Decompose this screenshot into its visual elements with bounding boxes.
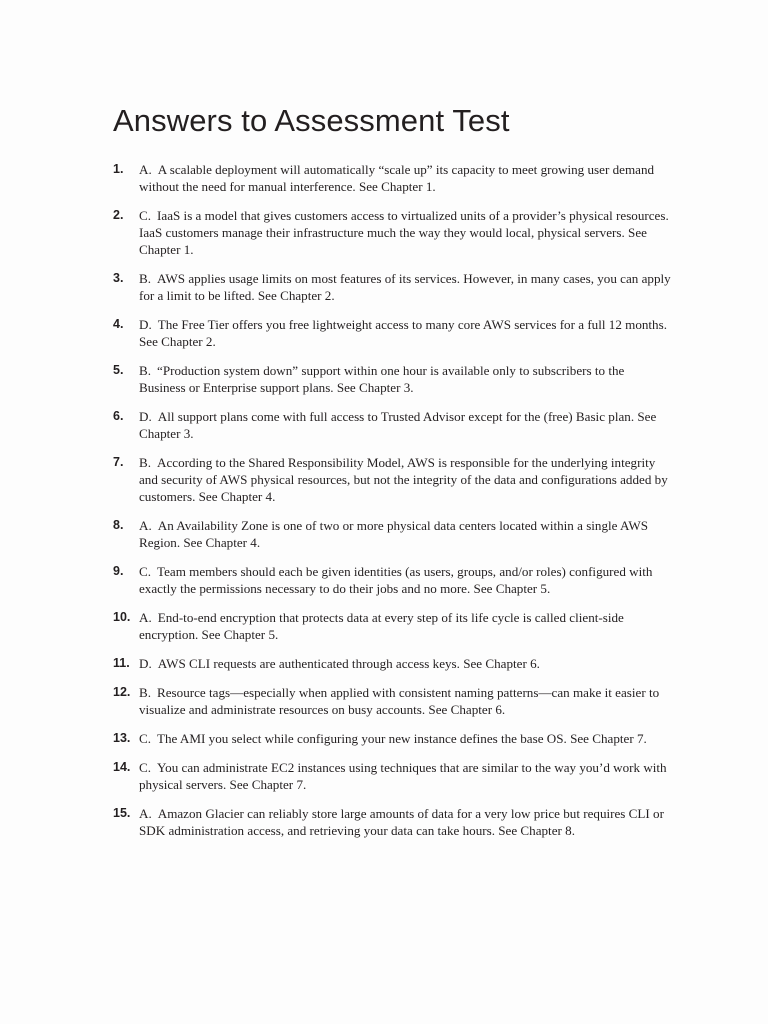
answer-item: [113, 759, 673, 793]
answer-explanation: Resource tags—especially when applied with consistent naming patterns—can make it easier to visualize and administrate resources on busy accounts. See Chapter 6.: [139, 685, 660, 717]
answer-letter: D.: [139, 656, 152, 671]
answer-explanation: Amazon Glacier can reliably store large amounts of data for a very low price but requires CLI or SDK administration access, and retrieving your data can take hours. See Chapter 8.: [139, 806, 664, 838]
answer-letter: C.: [139, 760, 152, 775]
answer-letter: B.: [139, 685, 152, 700]
answer-number: 11.: [113, 656, 130, 670]
answer-letter: A.: [139, 518, 152, 533]
answer-number: 7.: [113, 455, 124, 469]
answer-letter: B.: [139, 363, 152, 378]
answer-explanation: IaaS is a model that gives customers access to virtualized units of a provider’s physical resources. IaaS customers manage their infrastructure much the way they would local, physical servers. See Chapter 1.: [139, 208, 669, 257]
answer-number: 15.: [113, 806, 131, 820]
answer-number: 10.: [113, 610, 131, 624]
answer-number: 8.: [113, 518, 124, 532]
answer-list: [113, 161, 673, 851]
answer-explanation: You can administrate EC2 instances using techniques that are similar to the way you’d work with physical servers. See Chapter 7.: [139, 760, 667, 792]
answer-item: [113, 207, 673, 258]
page-title: Answers to Assessment Test: [113, 103, 510, 138]
answer-number: 14.: [113, 760, 131, 774]
answer-number: 1.: [113, 162, 124, 176]
answer-item: [113, 609, 673, 643]
answer-number: 12.: [113, 685, 131, 699]
answer-item: [113, 730, 673, 747]
answer-letter: C.: [139, 731, 152, 746]
answer-number: 6.: [113, 409, 124, 423]
answer-letter: B.: [139, 455, 152, 470]
answer-item: [113, 408, 673, 442]
answer-explanation: A scalable deployment will automatically “scale up” its capacity to meet growing user demand without the need for manual interference. See Chapter 1.: [139, 162, 655, 194]
answer-letter: C.: [139, 564, 152, 579]
answer-item: [113, 161, 673, 195]
answer-number: 13.: [113, 731, 131, 745]
answer-letter: B.: [139, 271, 152, 286]
answer-explanation: All support plans come with full access to Trusted Advisor except for the (free) Basic plan. See Chapter 3.: [139, 409, 657, 441]
answer-explanation: According to the Shared Responsibility Model, AWS is responsible for the underlying integrity and security of AWS physical resources, but not the integrity of the data and configurations added by customers. See Chapter 4.: [139, 455, 668, 504]
answer-explanation: The Free Tier offers you free lightweight access to many core AWS services for a full 12 months. See Chapter 2.: [139, 317, 667, 349]
answer-letter: D.: [139, 317, 152, 332]
answer-number: 4.: [113, 317, 124, 331]
answer-item: [113, 684, 673, 718]
answer-item: [113, 655, 673, 672]
answer-explanation: An Availability Zone is one of two or more physical data centers located within a single AWS Region. See Chapter 4.: [139, 518, 649, 550]
answer-letter: C.: [139, 208, 152, 223]
answer-letter: A.: [139, 162, 152, 177]
answer-item: [113, 805, 673, 839]
answer-number: 9.: [113, 564, 124, 578]
answer-item: [113, 316, 673, 350]
answer-item: [113, 454, 673, 505]
answer-explanation: AWS CLI requests are authenticated through access keys. See Chapter 6.: [157, 656, 540, 671]
answer-item: [113, 270, 673, 304]
answer-letter: A.: [139, 806, 152, 821]
answer-explanation: Team members should each be given identities (as users, groups, and/or roles) configured with exactly the permissions necessary to do their jobs and no more. See Chapter 5.: [139, 564, 653, 596]
answer-explanation: The AMI you select while configuring your new instance defines the base OS. See Chapter 7.: [157, 731, 647, 746]
answer-explanation: “Production system down” support within one hour is available only to subscribers to the Business or Enterprise support plans. See Chapter 3.: [139, 363, 625, 395]
answer-number: 3.: [113, 271, 124, 285]
answer-item: [113, 362, 673, 396]
answer-number: 2.: [113, 208, 124, 222]
answer-letter: D.: [139, 409, 152, 424]
answer-letter: A.: [139, 610, 152, 625]
answer-item: [113, 517, 673, 551]
answer-number: 5.: [113, 363, 124, 377]
answer-explanation: AWS applies usage limits on most features of its services. However, in many cases, you can apply for a limit to be lifted. See Chapter 2.: [139, 271, 671, 303]
answer-explanation: End-to-end encryption that protects data at every step of its life cycle is called client-side encryption. See Chapter 5.: [139, 610, 624, 642]
answer-item: [113, 563, 673, 597]
